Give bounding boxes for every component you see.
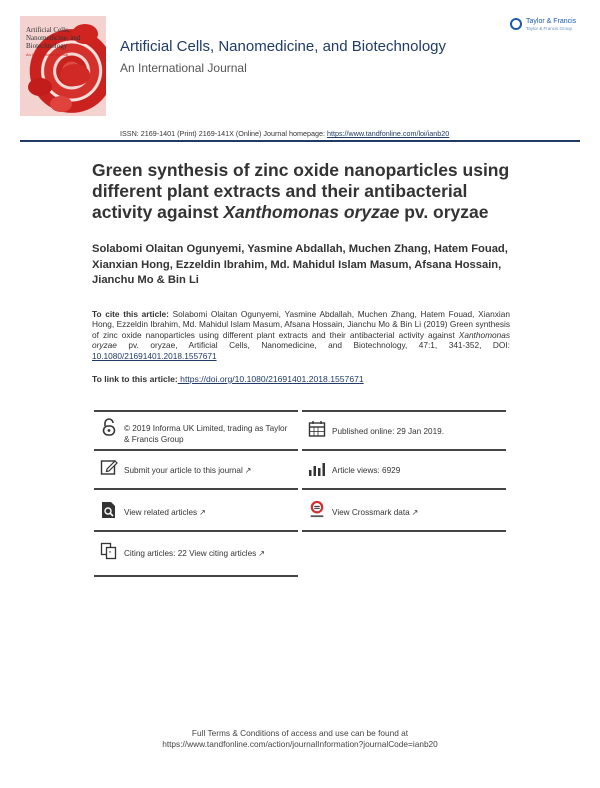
cover-cell (28, 78, 52, 96)
divider (94, 488, 298, 490)
cover-cell (50, 96, 72, 112)
article-title (92, 160, 522, 223)
citing-articles-link[interactable] (124, 548, 265, 559)
svg-text:": " (108, 550, 112, 558)
issn-line (120, 129, 449, 138)
author-list: Solabomi Olaitan Ogunyemi, Yasmine Abdallah, Muchen Zhang, Hatem Fouad, Xianxian Hong, Ezzeldin Ibrahim, Md. Mahidul Islam Masum, Afsana Hossain, Jianchu Mo & Bin Li (92, 243, 508, 286)
copyright-text: © 2019 Informa UK Limited, trading as Taylor & Francis Group (124, 424, 288, 444)
journal-title: Artificial Cells, Nanomedicine, and Biotechnology (120, 38, 447, 55)
article-url-link[interactable]: https://doi.org/10.1080/21691401.2018.1557671 (177, 374, 364, 384)
cite-label: To cite this article: (92, 309, 169, 319)
external-link-icon: ↗ (199, 508, 206, 517)
footer (0, 728, 600, 750)
cover-cell (60, 64, 90, 86)
cite-text-1: Solabomi Olaitan Ogunyemi, Yasmine Abdallah, Muchen Zhang, Hatem Fouad, Xianxian Hong, Ezzeldin Ibrahim, Md. Mahidul Islam Masum, Afsana Hossain, Jianchu Mo & Bin Li (2019) Green synthesis of zinc oxide nanoparticles using different plant extracts and their antibacterial activity against (92, 309, 510, 340)
published-date: Published online: 29 Jan 2019. (332, 427, 444, 436)
open-access-lock-icon (100, 418, 118, 436)
journal-homepage-link[interactable]: https://www.tandfonline.com/loi/ianb20 (326, 129, 450, 138)
divider (94, 449, 298, 451)
divider (302, 488, 506, 490)
logo-text-secondary: Taylor & Francis Group (526, 26, 573, 31)
calendar-icon (308, 420, 326, 438)
link-label: To link to this article: (92, 374, 178, 384)
article-views: Article views: 6929 (332, 466, 401, 475)
doi-link[interactable]: 10.1080/21691401.2018.1557671 (92, 350, 217, 361)
article-views-icon (308, 460, 326, 478)
cite-text-2: pv. oryzae, Artificial Cells, Nanomedicine, and Biotechnology, 47:1, 341-352, DOI: (116, 340, 510, 351)
logo-text-primary: Taylor & Francis (526, 18, 577, 25)
header-rule (20, 140, 580, 142)
crossmark-link[interactable] (332, 507, 418, 518)
cover-subtitle: An International Journal (26, 52, 69, 57)
submit-article-label: Submit your article to this journal (124, 466, 243, 475)
related-articles-link[interactable] (124, 507, 206, 518)
title-end: pv. oryzae (399, 202, 489, 222)
crossmark-icon (308, 500, 326, 518)
external-link-icon: ↗ (258, 549, 265, 558)
title-main: Green synthesis of zinc oxide nanoparticles using different plant extracts and their antibacterial activity against (92, 160, 510, 222)
citing-articles-label: Citing articles: 22 View citing articles (124, 549, 257, 558)
related-articles-icon (100, 501, 118, 519)
publisher-logo[interactable] (510, 16, 590, 36)
divider (302, 530, 506, 532)
citing-articles-icon (100, 542, 118, 560)
divider (94, 410, 298, 412)
title-italic: Xanthomonas oryzae (223, 202, 400, 222)
related-articles-label: View related articles (124, 508, 198, 517)
external-link-icon: ↗ (244, 466, 252, 475)
cover-title: Artificial Cells, Nanomedicine, and Biotechnology (26, 26, 81, 50)
crossmark-label: View Crossmark data (332, 508, 410, 517)
footer-terms-url[interactable]: https://www.tandfonline.com/action/journalInformation?journalCode=ianb20 (162, 739, 438, 749)
logo-circle-icon (510, 18, 522, 30)
divider (94, 530, 298, 532)
journal-subtitle: An International Journal (120, 61, 247, 75)
citation-block (92, 309, 510, 361)
divider (302, 410, 506, 412)
submit-article-icon (100, 458, 118, 476)
cite-italic: Xanthomonas oryzae (92, 329, 510, 351)
divider (302, 449, 506, 451)
issn-text: ISSN: 2169-1401 (Print) 2169-141X (Online) Journal homepage: (120, 129, 327, 138)
journal-cover-image (20, 16, 106, 138)
submit-article-link[interactable] (124, 465, 251, 476)
link-line (92, 374, 364, 384)
footer-terms: Full Terms & Conditions of access and use can be found at (191, 728, 409, 738)
external-link-icon: ↗ (411, 508, 419, 517)
divider (94, 575, 298, 577)
